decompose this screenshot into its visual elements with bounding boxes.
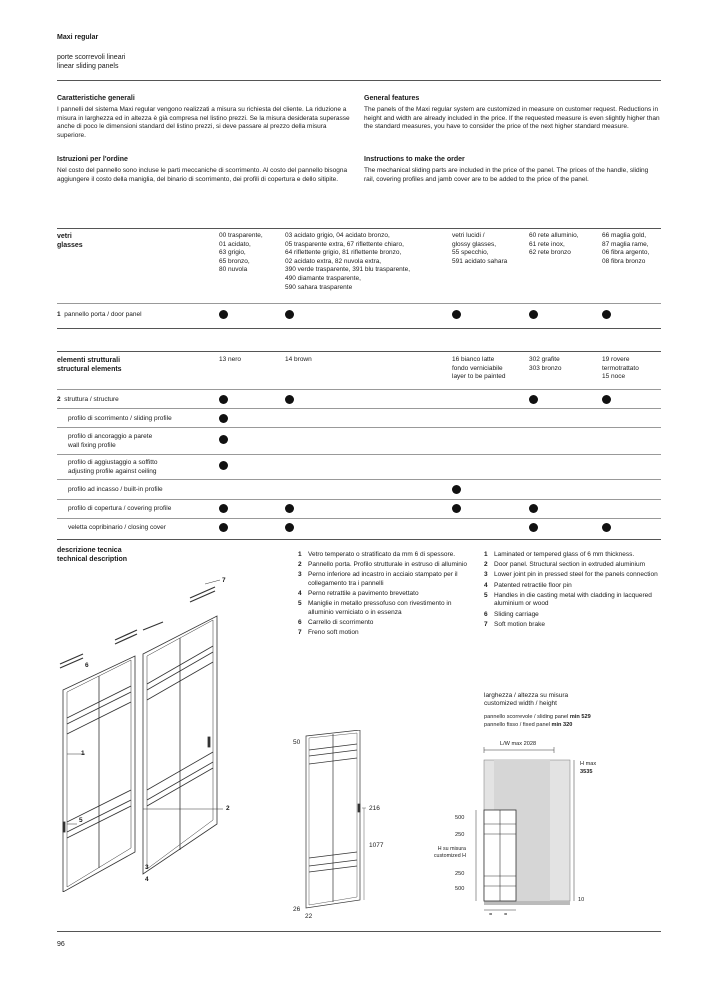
dim-10: 10	[578, 897, 585, 903]
list-item: 6 Sliding carriage	[484, 610, 539, 618]
structural-label-it: elementi strutturali	[57, 357, 121, 364]
general-heading-en: General features	[364, 95, 420, 102]
dim-26: 26	[293, 906, 301, 913]
availability-dot	[452, 310, 461, 319]
technical-heading-en: technical description	[57, 556, 128, 563]
structural-col-3: 16 bianco latte fondo verniciabile layer to be painted	[452, 356, 506, 381]
footer-divider	[57, 931, 661, 932]
dim-250-top: 250	[455, 832, 465, 838]
glasses-col-5: 66 maglia gold, 87 maglia rame, 06 fibra argento, 08 fibra bronzo	[602, 232, 650, 265]
dim-500-bottom: 500	[455, 886, 465, 892]
structure-row-label	[57, 396, 119, 405]
structural-row-label: profilo di ancoraggio a parete wall fixing profile	[68, 433, 153, 449]
callout-6: 6	[85, 662, 89, 669]
availability-dot	[452, 504, 461, 513]
h-custom-label: H su misura customized H	[433, 846, 466, 859]
glasses-col-3: vetri lucidi / glossy glasses, 55 specchio, 591 acidato sahara	[452, 232, 508, 265]
glasses-mid-rule	[57, 303, 661, 304]
structure-num: 2	[57, 396, 61, 403]
door-panel-text: pannello porta / door panel	[64, 311, 142, 318]
structural-col-5: 19 rovere termotrattato 15 noce	[602, 356, 639, 381]
general-text-it: I pannelli del sistema Maxi regular vengono realizzati a misura su richiesta del cliente. La riduzione a misura in larghezza ed in altezza è già compresa nel listino prezzi. Se la misura desiderata superasse anche di poco le dimensioni standard del listino prezzi, si deve passare al prezzo della misura superiore.	[57, 106, 350, 139]
structural-row-label: profilo di scorrimento / sliding profile	[68, 415, 172, 422]
panel-dimension-drawing	[300, 730, 380, 915]
dim-equal-right: =	[504, 912, 508, 918]
availability-dot	[285, 395, 294, 404]
dim-equal-left: =	[489, 912, 493, 918]
sizes-heading-it: larghezza / altezza su misura	[484, 692, 569, 699]
glasses-col-2: 03 acidato grigio, 04 acidato bronzo, 05 trasparente extra, 67 riflettente chiaro, 64 riflettente grigio, 81 riflettente bronzo, 02 acidato extra, 82 nuvola extra, 390 verde trasparente, 391 blu trasparente, 490 diamante trasparente, 590 sahara trasparente	[285, 232, 411, 291]
availability-dot	[285, 523, 294, 532]
availability-dot	[285, 310, 294, 319]
structural-top-rule	[57, 351, 661, 352]
list-item: 1 Laminated or tempered glass of 6 mm thickness.	[484, 551, 635, 558]
callout-1: 1	[81, 750, 85, 757]
structural-col-2: 14 brown	[285, 356, 312, 363]
structural-row-label: profilo ad incasso / built-in profile	[68, 486, 163, 493]
availability-dot	[529, 395, 538, 404]
glasses-bottom-rule	[57, 328, 661, 329]
callout-4: 4	[145, 876, 149, 883]
technical-list-en	[484, 551, 662, 631]
structural-rule	[57, 427, 661, 428]
availability-dot	[529, 504, 538, 513]
glasses-col-4: 60 rete alluminio, 61 rete inox, 62 rete bronzo	[529, 232, 579, 257]
fixed-panel-min: pannello fisso / fixed panel min 320	[484, 722, 573, 728]
callout-2: 2	[226, 805, 230, 812]
structural-rule	[57, 454, 661, 455]
glasses-col-1: 00 trasparente, 01 acidato, 63 grigio, 65 bronzo, 80 nuvola	[219, 232, 263, 274]
dim-1077: 1077	[369, 842, 384, 849]
dim-216: 216	[369, 805, 380, 812]
availability-dot	[219, 310, 228, 319]
sizes-heading-en: customized width / height	[484, 700, 557, 707]
list-item: 4 Patented retractile floor pin	[484, 581, 572, 589]
dim-250-bottom: 250	[455, 871, 465, 877]
availability-dot	[219, 395, 228, 404]
list-item: 5 Maniglie in metallo pressofuso con rivestimento in alluminio verniciato o in essenza	[298, 600, 452, 616]
availability-dot	[219, 461, 228, 470]
availability-dot	[602, 523, 611, 532]
availability-dot	[529, 523, 538, 532]
structural-rule	[57, 389, 661, 390]
dim-22: 22	[305, 913, 313, 920]
door-panel-row-label	[57, 311, 142, 320]
structural-rule	[57, 408, 661, 409]
lw-max: L/W max 2028	[500, 741, 537, 747]
subtitle-it: porte scorrevoli lineari	[57, 54, 126, 61]
availability-dot	[602, 395, 611, 404]
list-item: 2 Pannello porta. Profilo strutturale in estruso di alluminio	[298, 561, 467, 569]
h-max-value: 3535	[580, 769, 593, 775]
availability-dot	[285, 504, 294, 513]
list-item: 2 Door panel. Structural section in extruded aluminium	[484, 561, 646, 569]
sliding-panel-min: pannello scorrevole / sliding panel min 529	[484, 714, 591, 720]
availability-dot	[529, 310, 538, 319]
size-limits-drawing	[470, 738, 593, 918]
structural-rule	[57, 518, 661, 519]
structural-rule	[57, 479, 661, 480]
page-title: Maxi regular	[57, 34, 99, 41]
list-item: 6 Carrello di scorrimento	[298, 619, 374, 627]
structural-col-4: 302 grafite 303 bronzo	[529, 356, 562, 372]
callout-7: 7	[222, 577, 226, 584]
glasses-label-en: glasses	[57, 242, 83, 249]
structural-rule	[57, 499, 661, 500]
technical-list-it	[298, 551, 474, 640]
order-heading-it: Istruzioni per l'ordine	[57, 156, 128, 163]
header-divider	[57, 80, 661, 81]
list-item: 3 Perno inferiore ad incastro in acciaio stampato per il collegamento tra i pannelli	[298, 571, 458, 587]
list-item: 1 Vetro temperato o stratificato da mm 6 di spessore.	[298, 551, 456, 558]
structural-row-label: profilo di copertura / covering profile	[68, 505, 172, 512]
list-item: 4 Perno retrattile a pavimento brevettato	[298, 590, 419, 598]
general-heading-it: Caratteristiche generali	[57, 95, 135, 102]
dim-50: 50	[293, 739, 301, 746]
structural-row-label: veletta copribinario / closing cover	[68, 524, 166, 531]
availability-dot	[219, 504, 228, 513]
availability-dot	[219, 523, 228, 532]
list-item: 7 Soft motion brake	[484, 620, 545, 628]
list-item: 7 Freno soft motion	[298, 629, 359, 637]
list-item: 5 Handles in die casting metal with cladding in lacquered aluminium or wood	[484, 591, 652, 608]
callout-5: 5	[79, 817, 83, 824]
structural-label-en: structural elements	[57, 366, 122, 373]
order-text-en: The mechanical sliding parts are included in the price of the panel. The prices of the handle, sliding rail, covering profiles and jamb cover are to be added to the price of the panel.	[364, 167, 649, 183]
availability-dot	[219, 414, 228, 423]
order-heading-en: Instructions to make the order	[364, 156, 465, 163]
technical-heading-it: descrizione tecnica	[57, 547, 122, 554]
page-number: 96	[57, 941, 65, 948]
exploded-view-drawing	[55, 572, 245, 892]
structural-col-1: 13 nero	[219, 356, 242, 363]
structural-bottom-rule	[57, 539, 661, 540]
h-max-label: H max	[580, 761, 597, 767]
glasses-label-it: vetri	[57, 233, 72, 240]
glasses-top-rule	[57, 228, 661, 229]
dim-500-top: 500	[455, 815, 465, 821]
callout-3: 3	[145, 864, 149, 871]
availability-dot	[219, 435, 228, 444]
general-text-en: The panels of the Maxi regular system are customized in measure on customer request. Reductions in height and width are already included in the price. If the requested measure is even slightly higher than the standard measures, you have to consider the price of the next higher standard measure.	[364, 106, 660, 131]
availability-dot	[602, 310, 611, 319]
availability-dot	[452, 485, 461, 494]
door-panel-num: 1	[57, 311, 61, 318]
structural-row-label: profilo di aggiustaggio a soffitto adjusting profile against ceiling	[68, 459, 158, 475]
order-text-it: Nel costo del pannello sono incluse le parti meccaniche di scorrimento. Al costo del pannello bisogna aggiungere il costo della maniglia, del binario di scorrimento, dei profili di copertura e dello sitipite.	[57, 167, 348, 183]
structure-text: struttura / structure	[64, 396, 119, 403]
list-item: 3 Lower joint pin in pressed steel for the panels connection	[484, 571, 658, 579]
subtitle-en: linear sliding panels	[57, 63, 119, 70]
